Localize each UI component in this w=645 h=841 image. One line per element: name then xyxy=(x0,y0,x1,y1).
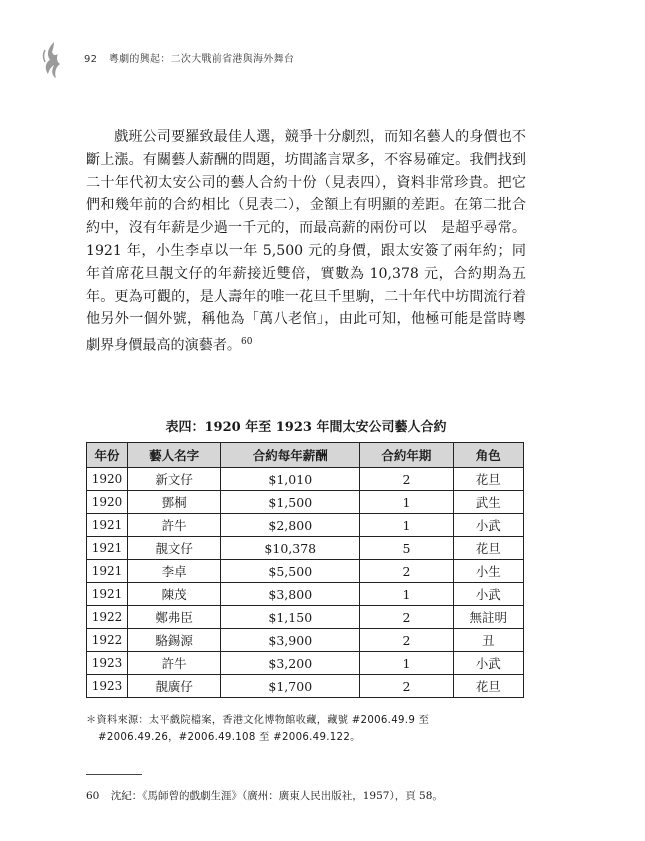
cell-year: 1921 xyxy=(87,560,128,583)
cell-salary: $2,800 xyxy=(221,514,360,537)
cell-name: 陳茂 xyxy=(128,583,221,606)
cell-name: 靚文仔 xyxy=(128,537,221,560)
cell-name: 李卓 xyxy=(128,560,221,583)
cell-term: 1 xyxy=(360,652,453,675)
cell-salary: $1,010 xyxy=(221,468,360,491)
source-note-line: ＊資料來源：太平戲院檔案，香港文化博物館收藏，藏號 #2006.49.9 至 xyxy=(86,715,430,726)
cell-year: 1921 xyxy=(87,537,128,560)
cell-name: 駱錫源 xyxy=(128,629,221,652)
cell-role: 小武 xyxy=(453,652,523,675)
cell-salary: $3,800 xyxy=(221,583,360,606)
table-row xyxy=(87,491,524,514)
cell-year: 1921 xyxy=(87,514,128,537)
col-header-year: 年份 xyxy=(87,443,128,468)
cell-role: 無註明 xyxy=(453,606,523,629)
cell-term: 5 xyxy=(360,537,453,560)
cell-name: 許牛 xyxy=(128,514,221,537)
cell-year: 1922 xyxy=(87,606,128,629)
cell-term: 2 xyxy=(360,675,453,698)
footnote-ref: 60 xyxy=(241,337,253,348)
source-note xyxy=(86,712,526,746)
cell-role: 小武 xyxy=(453,514,523,537)
col-header-salary: 合約每年薪酬 xyxy=(221,443,360,468)
cell-term: 2 xyxy=(360,468,453,491)
table-row xyxy=(87,583,524,606)
col-header-name: 藝人名字 xyxy=(128,443,221,468)
running-header xyxy=(84,50,294,65)
cell-role: 小生 xyxy=(453,560,523,583)
cell-name: 靚廣仔 xyxy=(128,675,221,698)
body-text xyxy=(86,126,526,358)
footnote-divider xyxy=(86,774,142,775)
publisher-logo-icon xyxy=(40,40,64,80)
cell-salary: $3,200 xyxy=(221,652,360,675)
cell-term: 2 xyxy=(360,629,453,652)
cell-term: 2 xyxy=(360,560,453,583)
cell-year: 1921 xyxy=(87,583,128,606)
cell-role: 花旦 xyxy=(453,468,523,491)
cell-name: 新文仔 xyxy=(128,468,221,491)
cell-term: 1 xyxy=(360,583,453,606)
page-number: 92 xyxy=(84,54,98,65)
body-paragraph xyxy=(86,126,526,358)
table-row xyxy=(87,468,524,491)
cell-year: 1923 xyxy=(87,652,128,675)
cell-salary: $1,500 xyxy=(221,491,360,514)
cell-year: 1920 xyxy=(87,468,128,491)
table-row xyxy=(87,514,524,537)
cell-role: 花旦 xyxy=(453,537,523,560)
table-row xyxy=(87,560,524,583)
cell-salary: $1,700 xyxy=(221,675,360,698)
cell-role: 武生 xyxy=(453,491,523,514)
cell-year: 1920 xyxy=(87,491,128,514)
cell-name: 鄭弗臣 xyxy=(128,606,221,629)
cell-name: 許牛 xyxy=(128,652,221,675)
cell-name: 鄧桐 xyxy=(128,491,221,514)
running-title: 粵劇的興起：二次大戰前省港與海外舞台 xyxy=(108,54,295,65)
col-header-term: 合約年期 xyxy=(360,443,453,468)
table-row xyxy=(87,675,524,698)
footnote-text: 沈紀：《馬師曾的戲劇生涯》（廣州：廣東人民出版社，1957），頁 58。 xyxy=(110,790,443,802)
source-note-line: #2006.49.26，#2006.49.108 至 #2006.49.122。 xyxy=(98,732,361,743)
table-header-row xyxy=(87,443,524,468)
cell-year: 1922 xyxy=(87,629,128,652)
table-title: 表四：1920 年至 1923 年間太安公司藝人合約 xyxy=(165,420,447,435)
cell-term: 1 xyxy=(360,491,453,514)
cell-role: 小武 xyxy=(453,583,523,606)
table-row xyxy=(87,629,524,652)
cell-role: 丑 xyxy=(453,629,523,652)
table-row xyxy=(87,606,524,629)
cell-term: 2 xyxy=(360,606,453,629)
cell-year: 1923 xyxy=(87,675,128,698)
cell-role: 花旦 xyxy=(453,675,523,698)
footnote xyxy=(86,788,526,803)
contracts-table xyxy=(86,442,524,698)
paragraph-text: 戲班公司要羅致最佳人選，競爭十分劇烈，而知名藝人的身價也不斷上漲。有關藝人薪酬的問題，坊間謠言眾多，不容易確定。我們找到二十年代初太安公司的藝人合約十份（見表四），資料非常珍貴。把它們和幾年前的合約相比（見表二），金額上有明顯的差距。在第二批合約中，沒有年薪是少過一千元的，而最高薪的兩份可以 是超乎尋常。1921 年，小生李卓以一年 5,500 元的身價，跟太安簽了兩年約；同年首席花旦靚文仔的年薪接近雙倍，實數為 10,378 元，合約期為五年。更為可觀的，是人壽年的唯一花旦千里駒，二十年代中坊間流行着他另外一個外號，稱他為「萬八老倌」，由此可知，他極可能是當時粵劇界身價最高的演藝者。 xyxy=(86,129,526,354)
cell-salary: $3,900 xyxy=(221,629,360,652)
cell-salary: $10,378 xyxy=(221,537,360,560)
footnote-number: 60 xyxy=(86,790,100,802)
table-row xyxy=(87,652,524,675)
col-header-role: 角色 xyxy=(453,443,523,468)
cell-term: 1 xyxy=(360,514,453,537)
table-row xyxy=(87,537,524,560)
cell-salary: $1,150 xyxy=(221,606,360,629)
cell-salary: $5,500 xyxy=(221,560,360,583)
